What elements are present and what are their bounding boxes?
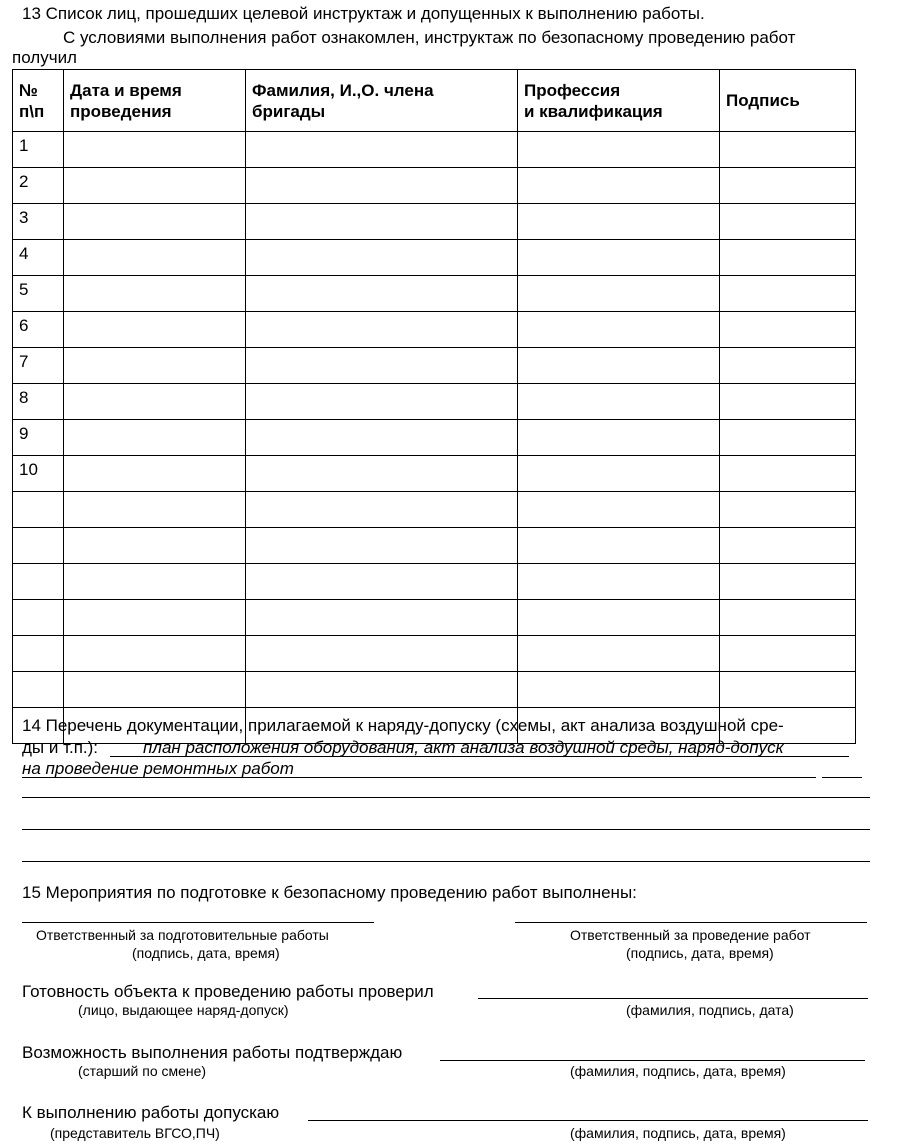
table-row: [13, 420, 856, 456]
name-cell[interactable]: [246, 672, 518, 708]
profession-cell[interactable]: [518, 312, 720, 348]
signature-cell[interactable]: [720, 456, 856, 492]
section-14-blank-line-1: [22, 797, 870, 798]
name-cell[interactable]: [246, 636, 518, 672]
name-cell[interactable]: [246, 348, 518, 384]
name-cell[interactable]: [246, 204, 518, 240]
section-14-prefix: ды и т.п.):: [22, 738, 99, 757]
prep-signature-line: [22, 922, 374, 923]
confirm-left-hint: (старший по смене): [78, 1063, 207, 1079]
row-number-cell: 1: [13, 132, 64, 168]
row-number-cell: 2: [13, 168, 64, 204]
table-row: [13, 492, 856, 528]
section-14-documents-value-cont: на проведение ремонтных работ: [22, 759, 294, 778]
profession-cell[interactable]: [518, 276, 720, 312]
confirm-right-hint: (фамилия, подпись, дата, время): [570, 1063, 786, 1079]
date-cell[interactable]: [64, 600, 246, 636]
profession-cell[interactable]: [518, 492, 720, 528]
work-responsible-hint: (подпись, дата, время): [626, 945, 774, 961]
row-number-cell: [13, 564, 64, 600]
admit-label: К выполнению работы допускаю: [22, 1103, 280, 1122]
signature-cell[interactable]: [720, 600, 856, 636]
section-14-blank-line-3: [22, 861, 870, 862]
row-number-cell: [13, 636, 64, 672]
confirm-label: Возможность выполнения работы подтверждаю: [22, 1043, 403, 1062]
date-cell[interactable]: [64, 456, 246, 492]
briefing-table: [12, 69, 856, 744]
row-number-cell: 5: [13, 276, 64, 312]
date-cell[interactable]: [64, 348, 246, 384]
date-cell[interactable]: [64, 276, 246, 312]
name-cell[interactable]: [246, 384, 518, 420]
name-cell[interactable]: [246, 168, 518, 204]
date-cell[interactable]: [64, 312, 246, 348]
row-number-cell: 10: [13, 456, 64, 492]
admit-left-hint: (представитель ВГСО,ПЧ): [50, 1125, 220, 1141]
readiness-label: Готовность объекта к проведению работы проверил: [22, 982, 434, 1001]
row-number-cell: [13, 492, 64, 528]
readiness-right-hint: (фамилия, подпись, дата): [626, 1002, 794, 1018]
name-cell[interactable]: [246, 240, 518, 276]
signature-cell[interactable]: [720, 312, 856, 348]
signature-cell[interactable]: [720, 276, 856, 312]
header-number: [13, 70, 64, 132]
table-row: [13, 528, 856, 564]
table-row: [13, 168, 856, 204]
table-row: [13, 672, 856, 708]
date-cell[interactable]: [64, 384, 246, 420]
row-number-cell: 8: [13, 384, 64, 420]
header-date: [64, 70, 246, 132]
date-cell[interactable]: [64, 528, 246, 564]
signature-cell[interactable]: [720, 168, 856, 204]
section-14-line1: 14 Перечень документации, прилагаемой к наряду-допуску (схемы, акт анализа воздушной сре-: [22, 716, 784, 735]
section-13-title: 13 Список лиц, прошедших целевой инструктаж и допущенных к выполнению работы.: [22, 4, 705, 23]
profession-cell[interactable]: [518, 204, 720, 240]
header-date-line2: проведения: [70, 101, 172, 121]
row-number-cell: [13, 672, 64, 708]
table-row: [13, 384, 856, 420]
section-15-title: 15 Мероприятия по подготовке к безопасному проведению работ выполнены:: [22, 883, 637, 902]
table-row: [13, 348, 856, 384]
section-14-underline-2: [22, 777, 816, 778]
date-cell[interactable]: [64, 636, 246, 672]
header-profession: [518, 70, 720, 132]
date-cell[interactable]: [64, 168, 246, 204]
profession-cell[interactable]: [518, 636, 720, 672]
signature-cell[interactable]: [720, 240, 856, 276]
table-row: [13, 132, 856, 168]
date-cell[interactable]: [64, 564, 246, 600]
signature-cell[interactable]: [720, 636, 856, 672]
profession-cell[interactable]: [518, 348, 720, 384]
work-signature-line: [515, 922, 867, 923]
row-number-cell: [13, 600, 64, 636]
header-name: [246, 70, 518, 132]
confirm-signature-line: [440, 1060, 865, 1061]
work-responsible-label: Ответственный за проведение работ: [570, 927, 811, 943]
name-cell[interactable]: [246, 132, 518, 168]
table-row: [13, 600, 856, 636]
row-number-cell: 3: [13, 204, 64, 240]
section-14-blank-line-2: [22, 829, 870, 830]
profession-cell[interactable]: [518, 600, 720, 636]
header-profession-line1: Профессия: [524, 80, 621, 100]
name-cell[interactable]: [246, 420, 518, 456]
name-cell[interactable]: [246, 492, 518, 528]
section-14-underline-2b: [822, 777, 862, 778]
signature-cell[interactable]: [720, 348, 856, 384]
name-cell[interactable]: [246, 528, 518, 564]
readiness-left-hint: (лицо, выдающее наряд-допуск): [78, 1002, 289, 1018]
header-number-line1: №: [19, 80, 38, 100]
table-row: [13, 636, 856, 672]
name-cell[interactable]: [246, 312, 518, 348]
date-cell[interactable]: [64, 132, 246, 168]
date-cell[interactable]: [64, 204, 246, 240]
name-cell[interactable]: [246, 276, 518, 312]
row-number-cell: 6: [13, 312, 64, 348]
signature-cell[interactable]: [720, 420, 856, 456]
name-cell[interactable]: [246, 456, 518, 492]
table-row: [13, 312, 856, 348]
row-number-cell: 9: [13, 420, 64, 456]
section-14-documents-value: план расположения оборудования, акт анализа воздушной среды, наряд-допуск: [143, 738, 784, 757]
signature-cell[interactable]: [720, 564, 856, 600]
date-cell[interactable]: [64, 672, 246, 708]
profession-cell[interactable]: [518, 564, 720, 600]
signature-cell[interactable]: [720, 132, 856, 168]
admit-signature-line: [308, 1120, 868, 1121]
date-cell[interactable]: [64, 420, 246, 456]
section-13-intro-line1: С условиями выполнения работ ознакомлен, инструктаж по безопасному проведению работ: [63, 28, 796, 47]
admit-right-hint: (фамилия, подпись, дата, время): [570, 1125, 786, 1141]
table-row: [13, 564, 856, 600]
header-number-line2: п\п: [19, 101, 45, 121]
profession-cell[interactable]: [518, 420, 720, 456]
header-date-line1: Дата и время: [70, 80, 182, 100]
profession-cell[interactable]: [518, 384, 720, 420]
signature-cell[interactable]: [720, 528, 856, 564]
date-cell[interactable]: [64, 492, 246, 528]
signature-cell[interactable]: [720, 672, 856, 708]
profession-cell[interactable]: [518, 240, 720, 276]
signature-cell[interactable]: [720, 492, 856, 528]
table-row: [13, 204, 856, 240]
profession-cell[interactable]: [518, 132, 720, 168]
name-cell[interactable]: [246, 600, 518, 636]
profession-cell[interactable]: [518, 528, 720, 564]
header-name-line2: бригады: [252, 101, 326, 121]
table-row: [13, 240, 856, 276]
header-signature: Подпись: [720, 70, 856, 132]
table-row: [13, 456, 856, 492]
date-cell[interactable]: [64, 240, 246, 276]
table-row: [13, 276, 856, 312]
header-profession-line2: и квалификация: [524, 101, 663, 121]
profession-cell[interactable]: [518, 456, 720, 492]
row-number-cell: 7: [13, 348, 64, 384]
row-number-cell: [13, 528, 64, 564]
section-13-intro-line2: получил: [12, 48, 77, 67]
header-name-line1: Фамилия, И.,О. члена: [252, 80, 434, 100]
profession-cell[interactable]: [518, 168, 720, 204]
prep-responsible-hint: (подпись, дата, время): [132, 945, 280, 961]
prep-responsible-label: Ответственный за подготовительные работы: [36, 927, 329, 943]
row-number-cell: 4: [13, 240, 64, 276]
name-cell[interactable]: [246, 564, 518, 600]
table-header-row: [13, 70, 856, 132]
profession-cell[interactable]: [518, 672, 720, 708]
signature-cell[interactable]: [720, 384, 856, 420]
readiness-signature-line: [478, 998, 868, 999]
signature-cell[interactable]: [720, 204, 856, 240]
